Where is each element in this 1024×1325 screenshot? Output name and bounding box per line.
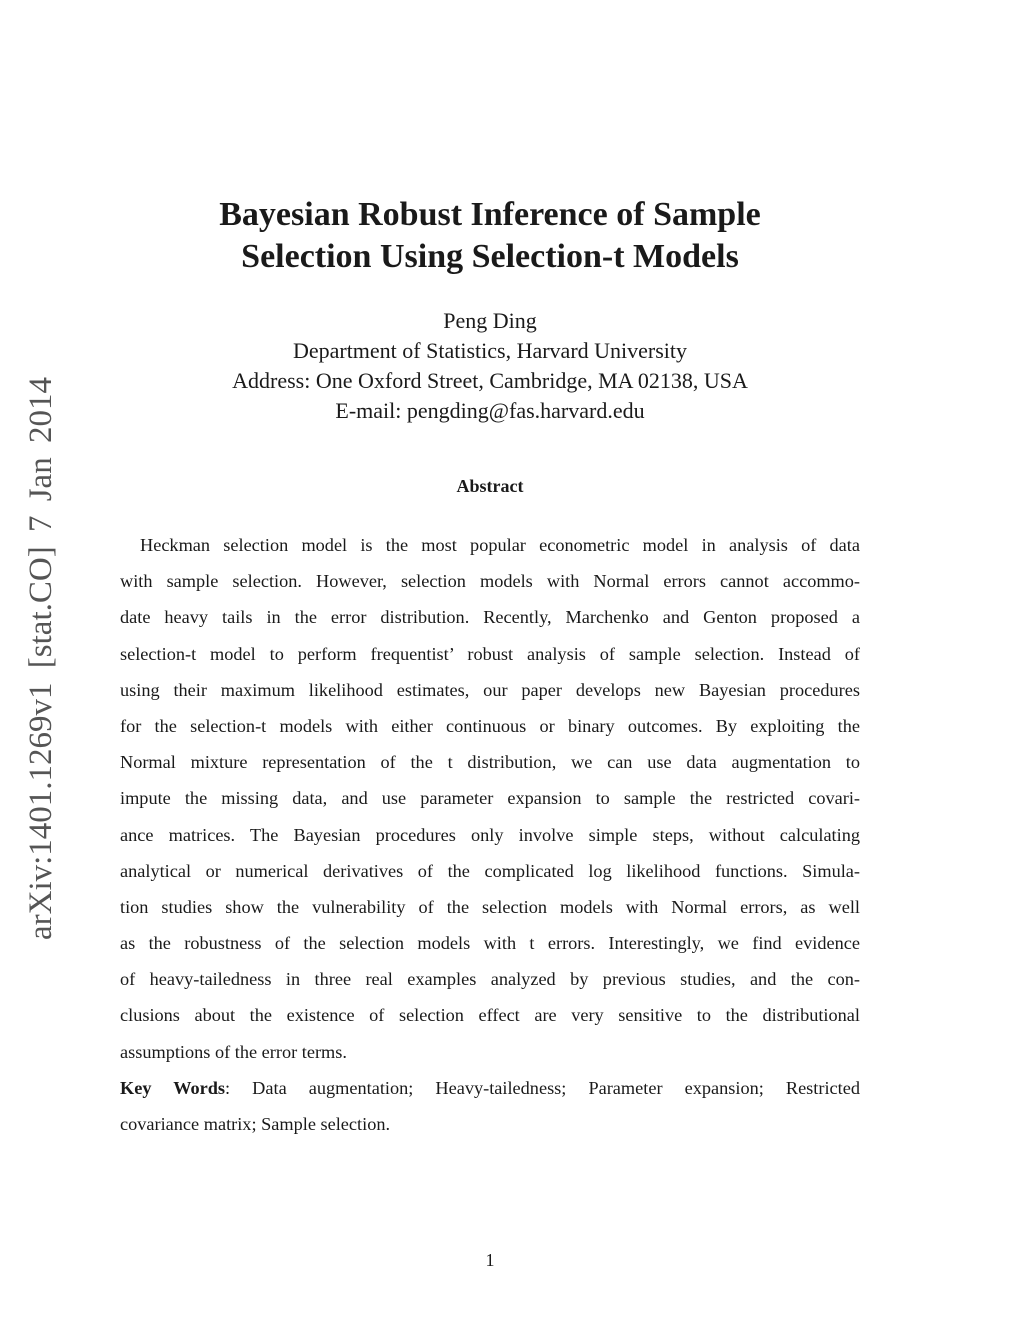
abstract-line: date heavy tails in the error distribution. Recently, Marchenko and Genton proposed a: [120, 607, 860, 628]
abstract-line: tion studies show the vulnerability of the selection models with Normal errors, as well: [120, 896, 860, 917]
page-number: 1: [485, 1250, 495, 1270]
author-name: Peng Ding: [443, 308, 537, 333]
author-address: Address: One Oxford Street, Cambridge, MA 02138, USA: [232, 368, 748, 393]
abstract-line: with sample selection. However, selection models with Normal errors cannot accommo-: [120, 571, 860, 592]
abstract-line: Normal mixture representation of the t distribution, we can use data augmentation to: [120, 752, 860, 773]
paper-title-line-1: Bayesian Robust Inference of Sample: [219, 196, 761, 233]
keywords-line-1: [120, 1070, 860, 1106]
abstract-line: clusions about the existence of selection effect are very sensitive to the distributional: [120, 1005, 860, 1026]
paper-title: [120, 194, 860, 278]
abstract-heading: Abstract: [456, 476, 524, 496]
abstract-line: ance matrices. The Bayesian procedures only involve simple steps, without calculating: [120, 824, 860, 845]
abstract-line: Heckman selection model is the most popular econometric model in analysis of data: [140, 535, 860, 555]
author-email: E-mail: pengding@fas.harvard.edu: [335, 398, 645, 423]
abstract-body: [120, 527, 860, 1070]
author-department: Department of Statistics, Harvard University: [292, 338, 688, 363]
abstract-line: impute the missing data, and use parameter expansion to sample the restricted covari-: [120, 788, 860, 809]
keywords-text-1: : Data augmentation; Heavy-tailedness; Parameter expansion; Restricted: [225, 1078, 860, 1098]
keywords-line-2: covariance matrix; Sample selection.: [120, 1114, 391, 1135]
keywords-block: [120, 1070, 860, 1142]
abstract-line: as the robustness of the selection models with t errors. Interestingly, we find evidence: [120, 933, 860, 954]
arxiv-side-stamp: arXiv:1401.1269v1 [stat.CO] 7 Jan 2014: [23, 377, 59, 940]
abstract-line: of heavy-tailedness in three real examples analyzed by previous studies, and the con-: [120, 969, 860, 990]
abstract-line: analytical or numerical derivatives of the complicated log likelihood functions. Simula-: [120, 860, 860, 881]
abstract-line: selection-t model to perform frequentist’ robust analysis of sample selection. Instead of: [120, 643, 860, 664]
keywords-label: Key Words: [120, 1078, 226, 1098]
abstract-line: assumptions of the error terms.: [120, 1041, 347, 1062]
abstract-line: using their maximum likelihood estimates, our paper develops new Bayesian procedures: [120, 679, 860, 700]
author-block: [120, 306, 860, 426]
abstract-line: for the selection-t models with either continuous or binary outcomes. By exploiting the: [120, 715, 860, 736]
paper-title-line-2: Selection Using Selection-t Models: [241, 238, 739, 275]
